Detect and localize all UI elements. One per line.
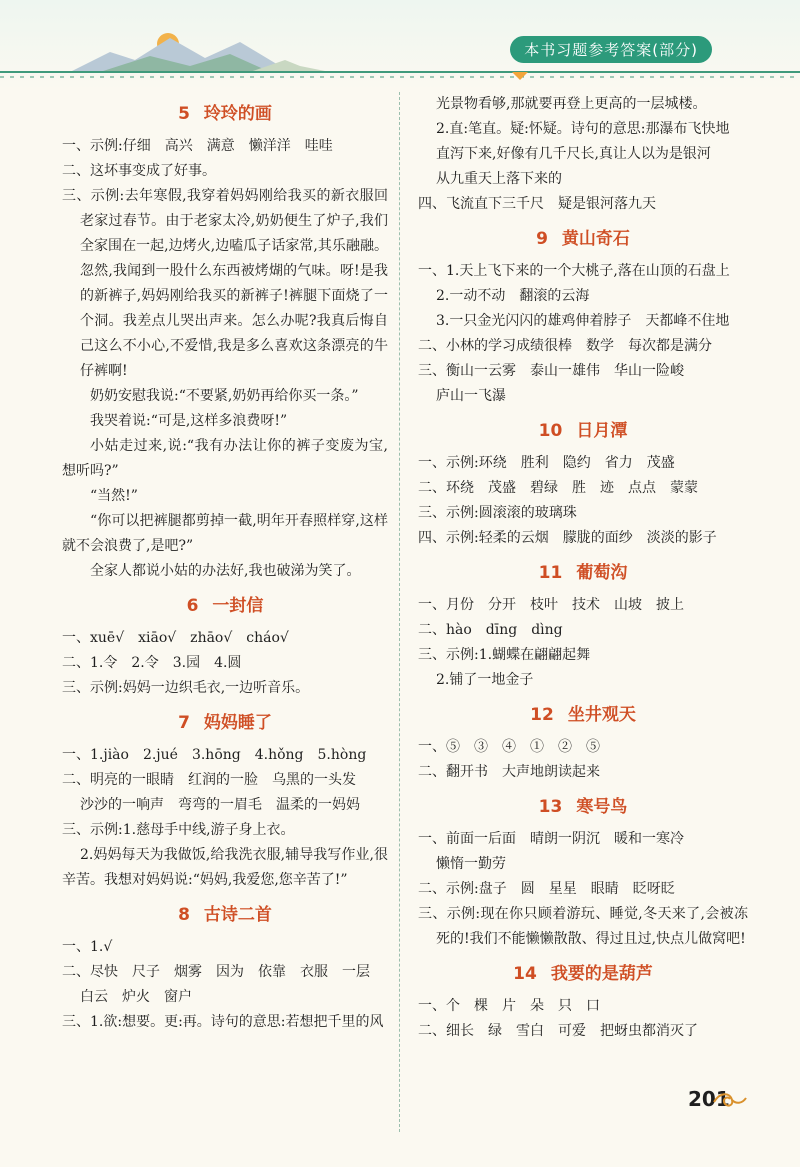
answer-line: 二、hào dīng dìng bbox=[418, 622, 563, 638]
answer-line: 白云 炉火 窗户 bbox=[80, 989, 192, 1005]
answer-line: 二、1.令 2.令 3.园 4.圆 bbox=[62, 655, 242, 671]
section-title bbox=[418, 960, 748, 988]
answer-line: 一、示例:环绕 胜利 隐约 省力 茂盛 bbox=[418, 455, 675, 471]
section-number: 7 bbox=[178, 713, 190, 733]
answer-paragraph: 三、示例:去年寒假,我穿着妈妈刚给我买的新衣服回老家过春节。由于老家太冷,奶奶便生了炉子,我们全家围在一起,边烤火,边嗑瓜子话家常,其乐融融。忽然,我闻到一股什么东西被烤煳的气味。呀!是我的新裤子,妈妈刚给我买的新裤子!裤腿下面烧了一个洞。我差点儿哭出声来。怎么办呢?我真后悔自己这么不小心,不爱惜,我是多么喜欢这条漂亮的牛仔裤啊! bbox=[62, 188, 388, 379]
section-heading: 日月潭 bbox=[576, 421, 628, 441]
section-number: 11 bbox=[538, 563, 563, 583]
section-heading: 黄山奇石 bbox=[561, 229, 630, 249]
answer-line: 三、示例:1.蝴蝶在翩翩起舞 bbox=[418, 647, 591, 663]
answer-line: 二、明亮的一眼睛 红润的一脸 乌黑的一头发 bbox=[62, 772, 356, 788]
section-heading: 古诗二首 bbox=[203, 905, 272, 925]
answer-paragraph: “你可以把裤腿都剪掉一截,明年开春照样穿,这样就不会浪费了,是吧?” bbox=[62, 513, 388, 554]
answer-line: 三、示例:妈妈一边织毛衣,一边听音乐。 bbox=[62, 680, 310, 696]
answer-line: 庐山一飞瀑 bbox=[436, 388, 506, 404]
answer-line: 三、衡山一云雾 泰山一雄伟 华山一险峻 bbox=[418, 363, 684, 379]
answer-paragraph: 我哭着说:“可是,这样多浪费呀!” bbox=[90, 413, 288, 429]
column-divider bbox=[399, 92, 401, 1132]
answer-line: 二、细长 绿 雪白 可爱 把蚜虫都消灭了 bbox=[418, 1023, 698, 1039]
answer-paragraph: 全家人都说小姑的办法好,我也破涕为笑了。 bbox=[90, 563, 361, 579]
answer-line: 2.一动不动 翻滚的云海 bbox=[436, 288, 590, 304]
section-number: 10 bbox=[538, 421, 563, 441]
answer-line: 从九重天上落下来的 bbox=[436, 171, 562, 187]
page-number: 201 bbox=[688, 1087, 730, 1111]
section-heading: 我要的是葫芦 bbox=[550, 964, 653, 984]
answer-line: 三、示例:1.慈母手中线,游子身上衣。 bbox=[62, 822, 295, 838]
section-heading: 坐井观天 bbox=[567, 705, 636, 725]
section-title bbox=[418, 793, 748, 821]
answer-line: 一、前面一后面 晴朗一阴沉 暖和一寒冷 bbox=[418, 831, 684, 847]
answer-line: 二、环绕 茂盛 碧绿 胜 迹 点点 蒙蒙 bbox=[418, 480, 698, 496]
answer-paragraph: “当然!” bbox=[90, 488, 138, 504]
answer-line: 二、这坏事变成了好事。 bbox=[62, 163, 216, 179]
answer-key-tag: 本书习题参考答案(部分) bbox=[510, 36, 712, 63]
answer-line: 直泻下来,好像有几千尺长,真让人以为是银河 bbox=[436, 146, 711, 162]
section-number: 9 bbox=[536, 229, 548, 249]
answer-paragraph: 小姑走过来,说:“我有办法让你的裤子变废为宝,想听吗?” bbox=[62, 438, 388, 479]
section-heading: 妈妈睡了 bbox=[203, 713, 272, 733]
answer-line: 一、月份 分开 枝叶 技术 山坡 披上 bbox=[418, 597, 684, 613]
section-number: 8 bbox=[178, 905, 190, 925]
answer-line: 二、翻开书 大声地朗读起来 bbox=[418, 764, 600, 780]
section-title bbox=[62, 592, 388, 620]
answer-line: 光景物看够,那就要再登上更高的一层城楼。 bbox=[436, 96, 707, 112]
answer-line: 一、1.jiào 2.jué 3.hōng 4.hǒng 5.hòng bbox=[62, 747, 367, 763]
right-column bbox=[418, 92, 748, 1044]
left-column bbox=[62, 92, 388, 1035]
section-title bbox=[62, 100, 388, 128]
section-title bbox=[62, 709, 388, 737]
answer-line: 2.直:笔直。疑:怀疑。诗句的意思:那瀑布飞快地 bbox=[436, 121, 730, 137]
section-heading: 葡萄沟 bbox=[576, 563, 628, 583]
answer-line: 3.一只金光闪闪的雄鸡伸着脖子 天都峰不住地 bbox=[436, 313, 730, 329]
answer-line: 一、1.天上飞下来的一个大桃子,落在山顶的石盘上 bbox=[418, 263, 730, 279]
answer-line: 二、尽快 尺子 烟雾 因为 依靠 衣服 一层 bbox=[62, 964, 370, 980]
answer-line: 二、小林的学习成绩很棒 数学 每次都是满分 bbox=[418, 338, 712, 354]
section-number: 5 bbox=[178, 104, 190, 124]
answer-line: 一、个 棵 片 朵 只 口 bbox=[418, 998, 600, 1014]
answer-line: 三、示例:圆滚滚的玻璃珠 bbox=[418, 505, 577, 521]
answer-line: 一、⑤ ③ ④ ① ② ⑤ bbox=[418, 739, 600, 755]
answer-line: 四、飞流直下三千尺 疑是银河落九天 bbox=[418, 196, 656, 212]
section-number: 12 bbox=[530, 705, 554, 725]
answer-line: 二、示例:盘子 圆 星星 眼睛 眨呀眨 bbox=[418, 881, 675, 897]
section-heading: 一封信 bbox=[212, 596, 264, 616]
section-number: 13 bbox=[538, 797, 563, 817]
page-header bbox=[0, 0, 800, 90]
answer-line: 沙沙的一响声 弯弯的一眉毛 温柔的一妈妈 bbox=[80, 797, 360, 813]
answer-paragraph: 三、示例:现在你只顾着游玩、睡觉,冬天来了,会被冻死的!我们不能懒懒散散、得过且过,快点儿做窝吧! bbox=[418, 906, 748, 947]
answer-line: 懒惰一勤劳 bbox=[436, 856, 506, 872]
answer-line: 三、1.欲:想要。更:再。诗句的意思:若想把千里的风 bbox=[62, 1014, 384, 1030]
answer-line: 一、xuē√ xiāo√ zhāo√ cháo√ bbox=[62, 630, 289, 646]
answer-paragraph: 2.妈妈每天为我做饭,给我洗衣服,辅导我写作业,很辛苦。我想对妈妈说:“妈妈,我爱您,您辛苦了!” bbox=[62, 847, 388, 888]
section-heading: 寒号鸟 bbox=[576, 797, 628, 817]
section-number: 14 bbox=[513, 964, 537, 984]
section-title bbox=[418, 225, 748, 253]
section-title bbox=[418, 701, 748, 729]
section-heading: 玲玲的画 bbox=[203, 104, 272, 124]
answer-paragraph: 奶奶安慰我说:“不要紧,奶奶再给你买一条。” bbox=[90, 388, 359, 404]
section-title bbox=[418, 559, 748, 587]
answer-line: 四、示例:轻柔的云烟 朦胧的面纱 淡淡的影子 bbox=[418, 530, 717, 546]
section-title bbox=[418, 417, 748, 445]
swirl-ornament-icon bbox=[712, 1090, 748, 1110]
answer-line: 一、1.√ bbox=[62, 939, 113, 955]
section-number: 6 bbox=[186, 596, 199, 616]
section-title bbox=[62, 901, 388, 929]
answer-line: 一、示例:仔细 高兴 满意 懒洋洋 哇哇 bbox=[62, 138, 333, 154]
answer-line: 2.铺了一地金子 bbox=[436, 672, 534, 688]
